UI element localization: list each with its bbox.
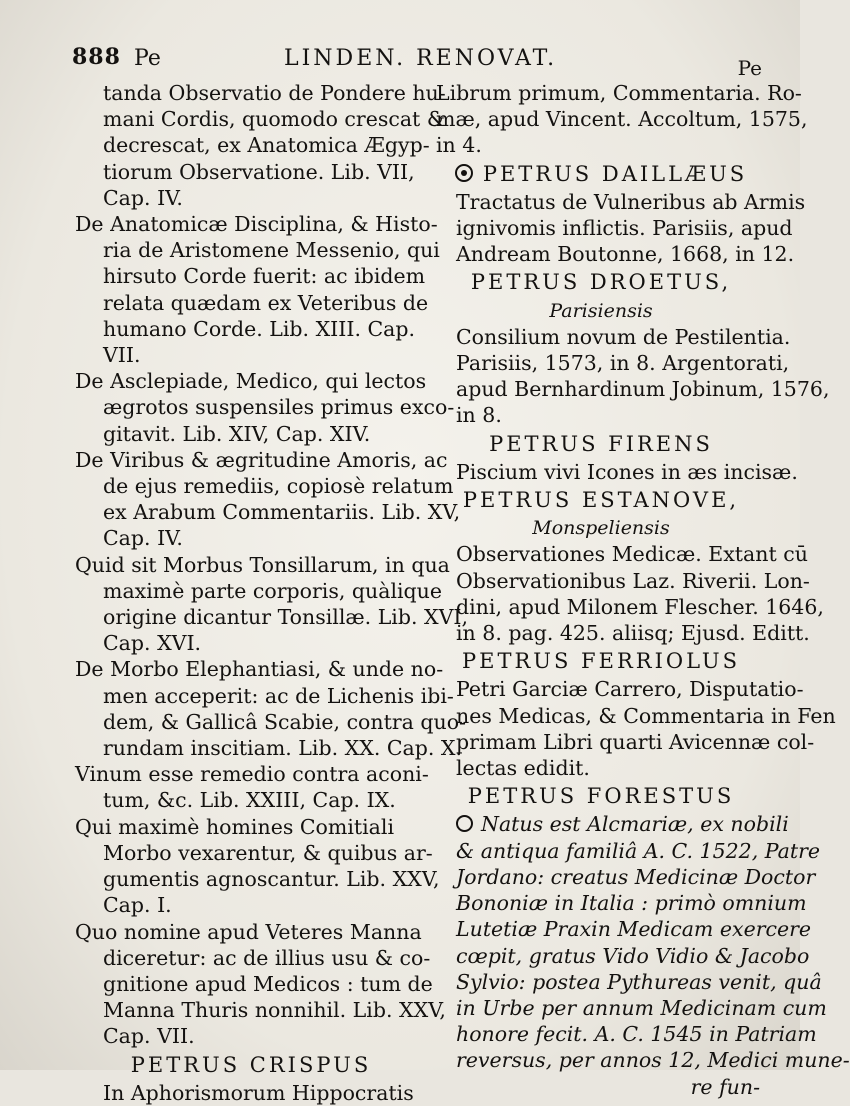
text-line: ria de Aristomene Messenio, qui [103,238,440,263]
text-line: in Urbe per annum Medicinam cum [456,995,827,1020]
text-line: primam Libri quarti Avicennæ col- [456,729,815,754]
text-line: honore fecit. A. C. 1545 in Patriam [456,1022,817,1047]
text-line: reversus, per annos 12, Medici mune- [456,1048,850,1073]
text-line: Manna Thuris nonnihil. Lib. XXV, [103,998,446,1023]
text-line: In Aphorismorum Hippocratis [103,1080,414,1105]
text-line [456,811,789,837]
text-line: maximè parte corporis, quàlique [103,578,443,603]
running-title: LINDEN. RENOVAT. [284,46,558,71]
text-line: Librum primum, Commentaria. Ro- [436,81,802,105]
text-line: tanda Observatio de Pondere hu- [103,81,446,105]
page-number: 888 [72,44,121,70]
text-line: ignivomis inflictis. Parisiis, apud [456,216,793,241]
text-line: Quo nomine apud Veteres Manna [75,919,422,944]
text-line: Cap. IV. [103,185,183,210]
entry-estanove [436,541,824,646]
text-line: relata quædam ex Veteribus de [103,290,429,315]
author-name-ferriolus: PETRUS FERRIOLUS [462,649,740,674]
entry-forestus [436,811,850,1099]
text-line: Piscium vivi Icones in æs incisæ. [456,459,798,484]
text-line: apud Bernhardinum Jobinum, 1576, [456,377,830,402]
text-line: Jordano: creatus Medicinæ Doctor [456,864,816,889]
text-line: tiorum Observatione. Lib. VII, [103,159,415,184]
author-name-crispus: PETRUS CRISPUS [130,1052,372,1077]
entry-2 [75,368,455,447]
text-line: lectas edidit. [456,756,590,781]
text-line: dini, apud Milonem Flescher. 1646, [456,594,824,619]
text-line: decrescat, ex Anatomica Ægyp- [103,133,430,158]
text-line: Cap. IV. [103,526,183,551]
author-name-text: PETRUS DAILLÆUS [482,161,748,186]
text-line: Cap. VII. [103,1024,195,1049]
text-line: Lutetiæ Praxin Medicam exercere [456,917,812,942]
text-line: in 8. [456,403,502,428]
text-line: Parisiis, 1573, in 8. Argentorati, [456,351,790,376]
author-name-dailleus [436,161,766,187]
text-line: in 8. pag. 425. aliisq; Ejusd. Editt. [456,621,810,646]
text-line: De Morbo Elephantiasi, & unde no- [75,657,444,682]
entry-7 [75,814,440,919]
text-line: Bononiæ in Italia : primò omnium [456,891,807,916]
text-line: Qui maximè homines Comitiali [75,814,395,839]
text-line: gnitione apud Medicos : tum de [103,971,433,996]
entry-6 [75,761,427,813]
text-line: mæ, apud Vincent. Accoltum, 1575, [436,107,808,132]
entry-dailleus [436,189,806,268]
text-line: tum, &c. Lib. XXIII, Cap. IX. [103,788,396,813]
pilcrow-circle-icon [456,815,473,832]
text-line: ægrotos suspensiles primus exco- [103,395,455,420]
author-name-droetus: PETRUS DROETUS, [470,270,732,295]
entry-crispus [75,1080,427,1106]
text-line: nes Medicas, & Commentaria in Fen [456,703,836,728]
text-line: re fun- [690,1074,760,1099]
text-line: VII. [103,343,141,368]
text-line: mani Cordis, quomodo crescat & [103,107,446,132]
author-origin-estanove: Monspeliensis [532,517,670,540]
text-line: Observationes Medicæ. Extant cū [456,542,808,567]
text-line: Andream Boutonne, 1668, in 12. [456,242,795,267]
author-name-firens: PETRUS FIRENS [489,431,713,456]
text-line: Consilium novum de Pestilentia. [456,324,791,349]
header-left-catchword: Pe [134,46,161,71]
text-line: Vinum esse remedio contra aconi- [75,762,429,787]
entry-droetus [436,324,830,429]
text-line: Sylvio: postea Pythureas venit, quâ [456,969,822,994]
text-line: gitavit. Lib. XIV, Cap. XIV. [103,421,371,446]
text-line: cœpit, gratus Vido Vidio & Jacobo [456,943,810,968]
text-line: Cap. XVI. [103,631,202,656]
text-line: Tractatus de Vulneribus ab Armis [456,189,806,214]
text-line: rundam inscitiam. Lib. XX. Cap. X. [103,736,463,761]
right-column [436,80,850,1100]
text-line: ex Arabum Commentariis. Lib. XV, [103,500,461,525]
entry-continued [436,80,808,159]
text-line: diceretur: ac de illius usu & co- [103,945,431,970]
text-line: hirsuto Corde fuerit: ac ibidem [103,264,426,289]
text-line: Morbo vexarentur, & quibus ar- [103,840,433,865]
author-origin-droetus: Parisiensis [549,299,653,322]
text-line: De Viribus & ægritudine Amoris, ac [75,447,448,472]
text-line: Petri Garciæ Carrero, Disputatio- [456,677,804,702]
author-name-forestus: PETRUS FORESTUS [467,784,735,809]
entry-8 [75,919,446,1050]
entry-4 [75,552,469,657]
entry-3 [75,447,461,552]
text-line: men acceperit: ac de Lichenis ibi- [103,683,454,708]
entry-ferriolus [436,676,836,781]
text-line: in 4. [436,133,482,158]
text-line: gumentis agnoscantur. Lib. XXV, [103,867,440,892]
entry-1 [75,211,440,368]
text-line: Quid sit Morbus Tonsillarum, in qua [75,552,450,577]
text-line: Observationibus Laz. Riverii. Lon- [456,568,810,593]
text-line: De Asclepiade, Medico, qui lectos [75,369,427,394]
text-line: de ejus remediis, copiosè relatum [103,474,454,499]
text-line: Cap. I. [103,893,172,918]
text-fragment: Natus est Alcmariæ, ex nobili [481,812,789,837]
header-right-catchword: Pe [737,56,762,80]
entry-5 [75,656,466,761]
text-line: dem, & Gallicâ Scabie, contra quo- [103,709,466,734]
author-name-estanove: PETRUS ESTANOVE, [462,488,740,513]
text-line: De Anatomicæ Disciplina, & Histo- [75,212,438,237]
entry-0 [75,80,446,211]
entry-firens [436,459,798,485]
text-line: & antiqua familiâ A. C. 1522, Patre [456,838,820,863]
text-line: humano Corde. Lib. XIII. Cap. [103,316,416,341]
pilcrow-circle-icon [455,164,473,182]
running-header [72,40,762,80]
text-line: origine dicantur Tonsillæ. Lib. XVI, [103,605,469,630]
